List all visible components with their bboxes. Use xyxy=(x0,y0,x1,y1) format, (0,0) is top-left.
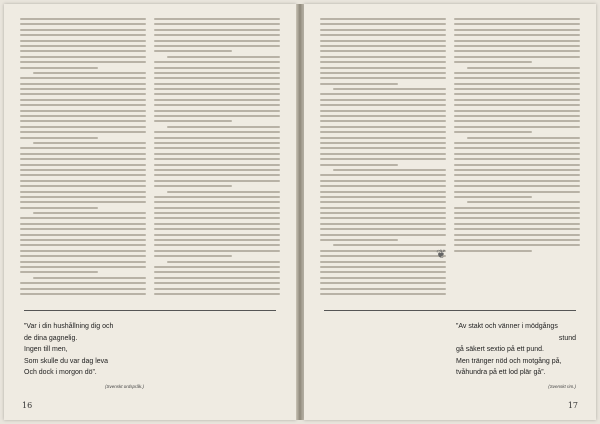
text-line xyxy=(320,83,398,85)
text-line xyxy=(20,29,146,31)
text-line xyxy=(154,34,280,36)
text-line xyxy=(454,147,580,149)
text-line xyxy=(20,137,98,139)
text-line xyxy=(154,18,280,20)
ornament-icon: ❦ xyxy=(436,247,447,261)
text-line xyxy=(454,228,580,230)
text-line xyxy=(154,147,280,149)
text-line xyxy=(320,180,446,182)
text-line xyxy=(154,67,280,69)
text-line xyxy=(154,266,280,268)
text-line xyxy=(154,255,232,257)
text-line xyxy=(454,196,532,198)
text-line xyxy=(320,137,446,139)
text-line xyxy=(154,45,280,47)
quote-line: tvåhundra på ett lod plär gå”. xyxy=(456,369,546,376)
text-line xyxy=(20,158,146,160)
text-line xyxy=(154,104,280,106)
text-line xyxy=(320,201,446,203)
text-line xyxy=(320,174,446,176)
text-line xyxy=(320,120,446,122)
text-line xyxy=(320,212,446,214)
text-line xyxy=(320,293,446,295)
text-line xyxy=(20,228,146,230)
text-line xyxy=(154,234,280,236)
quote-attribution: (Svenskt ordspråk.) xyxy=(104,383,144,389)
text-line xyxy=(320,207,446,209)
text-line xyxy=(154,120,232,122)
text-line xyxy=(20,115,146,117)
text-line xyxy=(20,50,146,52)
text-line xyxy=(454,29,580,31)
text-line xyxy=(20,88,146,90)
text-line xyxy=(154,196,280,198)
text-line xyxy=(20,131,146,133)
text-line xyxy=(467,201,580,203)
text-line xyxy=(320,29,446,31)
quote-line: Som skulle du var dag leva xyxy=(24,357,109,365)
text-line xyxy=(320,164,398,166)
text-line xyxy=(20,169,146,171)
text-line xyxy=(320,50,446,52)
text-line xyxy=(154,99,280,101)
text-line xyxy=(167,56,280,58)
text-line xyxy=(20,266,146,268)
left-page xyxy=(4,4,296,420)
page-number: 17 xyxy=(567,401,578,410)
text-line xyxy=(454,244,580,246)
text-line xyxy=(320,282,446,284)
quote-line: ”Var i din hushållning dig och xyxy=(24,323,114,330)
text-line xyxy=(20,110,146,112)
text-line xyxy=(320,45,446,47)
text-line xyxy=(320,110,446,112)
text-line xyxy=(320,115,446,117)
text-line xyxy=(154,239,280,241)
text-line xyxy=(20,23,146,25)
text-line xyxy=(320,56,446,58)
text-line xyxy=(167,126,280,128)
text-line xyxy=(154,88,280,90)
text-line xyxy=(20,217,146,219)
text-line xyxy=(320,239,398,241)
text-line xyxy=(154,83,280,85)
text-line xyxy=(20,201,146,203)
text-line xyxy=(20,261,146,263)
text-line xyxy=(154,142,280,144)
text-line xyxy=(454,93,580,95)
text-line xyxy=(20,288,146,290)
text-line xyxy=(154,293,280,295)
text-line xyxy=(320,99,446,101)
text-line xyxy=(320,18,446,20)
text-line xyxy=(154,207,280,209)
text-line xyxy=(320,23,446,25)
text-line xyxy=(154,288,280,290)
proverb-quote xyxy=(24,321,144,392)
quote-attribution: (Svenskt rim.) xyxy=(548,383,576,389)
text-line xyxy=(20,34,146,36)
text-line xyxy=(20,223,146,225)
text-line xyxy=(20,196,146,198)
text-line xyxy=(320,126,446,128)
text-line xyxy=(454,83,580,85)
text-line xyxy=(154,50,232,52)
quote-line: Ingen till men, xyxy=(24,346,68,353)
text-line xyxy=(154,158,280,160)
text-line xyxy=(320,93,446,95)
text-line xyxy=(154,180,280,182)
text-line xyxy=(333,244,446,246)
text-line xyxy=(20,83,146,85)
text-line xyxy=(154,282,280,284)
text-line xyxy=(454,131,532,133)
text-column xyxy=(20,18,146,298)
text-line xyxy=(154,77,280,79)
divider xyxy=(24,310,276,311)
text-line xyxy=(154,223,280,225)
text-line xyxy=(20,104,146,106)
text-line xyxy=(454,56,580,58)
text-column xyxy=(320,18,446,298)
text-line xyxy=(20,67,98,69)
text-line xyxy=(320,72,446,74)
text-line xyxy=(320,185,446,187)
text-line xyxy=(20,120,146,122)
text-line xyxy=(20,185,146,187)
text-line xyxy=(20,250,146,252)
text-line xyxy=(20,61,146,63)
text-line xyxy=(454,164,580,166)
text-line xyxy=(320,196,446,198)
text-line xyxy=(20,93,146,95)
text-line xyxy=(154,164,280,166)
text-line xyxy=(454,120,580,122)
text-line xyxy=(154,23,280,25)
text-line xyxy=(454,180,580,182)
text-line xyxy=(154,131,280,133)
text-line xyxy=(454,115,580,117)
text-line xyxy=(454,45,580,47)
text-line xyxy=(333,88,446,90)
divider xyxy=(324,310,576,311)
text-line xyxy=(154,185,232,187)
text-line xyxy=(154,217,280,219)
text-line xyxy=(320,77,446,79)
text-line xyxy=(320,61,446,63)
text-line xyxy=(33,142,146,144)
text-line xyxy=(320,158,446,160)
text-line xyxy=(20,40,146,42)
text-line xyxy=(454,142,580,144)
text-line xyxy=(454,126,580,128)
text-line xyxy=(320,228,446,230)
text-line xyxy=(154,137,280,139)
text-line xyxy=(154,201,280,203)
text-line xyxy=(33,277,146,279)
text-line xyxy=(454,158,580,160)
text-line xyxy=(454,239,580,241)
text-line xyxy=(320,104,446,106)
text-line xyxy=(154,93,280,95)
text-line xyxy=(20,126,146,128)
text-line xyxy=(454,40,580,42)
text-line xyxy=(20,239,146,241)
quote-line: stund xyxy=(558,334,576,342)
text-line xyxy=(20,282,146,284)
text-line xyxy=(320,34,446,36)
text-line xyxy=(33,212,146,214)
text-line xyxy=(320,217,446,219)
text-line xyxy=(454,217,580,219)
text-line xyxy=(154,250,280,252)
quote-line: de dina gagnelig. xyxy=(24,334,78,342)
text-line xyxy=(154,244,280,246)
text-line xyxy=(20,153,146,155)
text-line xyxy=(320,250,446,252)
text-line xyxy=(467,67,580,69)
text-line xyxy=(167,191,280,193)
text-line xyxy=(454,34,580,36)
text-line xyxy=(154,110,280,112)
text-line xyxy=(20,56,146,58)
text-line xyxy=(33,72,146,74)
text-line xyxy=(454,77,580,79)
text-line xyxy=(454,61,532,63)
text-line xyxy=(20,255,146,257)
text-line xyxy=(20,45,146,47)
text-line xyxy=(320,255,446,257)
page-number: 16 xyxy=(22,401,33,410)
text-line xyxy=(320,147,446,149)
text-column xyxy=(454,18,580,255)
text-line xyxy=(20,180,146,182)
text-line xyxy=(454,212,580,214)
text-line xyxy=(320,223,446,225)
text-line xyxy=(20,164,146,166)
text-line xyxy=(454,23,580,25)
text-line xyxy=(154,40,280,42)
text-line xyxy=(454,223,580,225)
text-line xyxy=(154,72,280,74)
text-line xyxy=(320,191,446,193)
text-line xyxy=(454,104,580,106)
text-line xyxy=(20,293,146,295)
text-line xyxy=(454,50,580,52)
text-line xyxy=(20,207,98,209)
text-line xyxy=(20,191,146,193)
text-line xyxy=(320,288,446,290)
quote-line: Och dock i morgon dö”. xyxy=(24,369,97,376)
text-line xyxy=(154,277,280,279)
text-line xyxy=(454,250,532,252)
text-line xyxy=(454,110,580,112)
text-line xyxy=(20,99,146,101)
text-line xyxy=(454,18,580,20)
text-column xyxy=(154,18,280,298)
text-line xyxy=(320,266,446,268)
text-line xyxy=(20,234,146,236)
text-line xyxy=(154,169,280,171)
text-line xyxy=(454,191,580,193)
text-line xyxy=(320,153,446,155)
text-line xyxy=(454,169,580,171)
book-gutter xyxy=(296,4,304,420)
text-line xyxy=(333,169,446,171)
text-line xyxy=(154,115,280,117)
text-line xyxy=(454,153,580,155)
text-line xyxy=(20,77,146,79)
text-line xyxy=(454,207,580,209)
text-line xyxy=(320,271,446,273)
text-line xyxy=(454,72,580,74)
text-line xyxy=(20,147,146,149)
text-line xyxy=(167,261,280,263)
text-line xyxy=(454,174,580,176)
text-line xyxy=(154,212,280,214)
quote-line: gå säkert sextio på ett pund. xyxy=(456,346,544,353)
text-line xyxy=(154,174,280,176)
text-line xyxy=(154,153,280,155)
text-line xyxy=(20,174,146,176)
text-line xyxy=(467,137,580,139)
text-line xyxy=(320,277,446,279)
text-line xyxy=(320,142,446,144)
text-line xyxy=(320,67,446,69)
quote-line: ”Av stakt och vänner i mödgångs xyxy=(456,323,558,330)
text-line xyxy=(20,18,146,20)
text-line xyxy=(154,271,280,273)
quote-line: Men tränger nöd och motgång på, xyxy=(456,357,562,365)
text-line xyxy=(154,29,280,31)
text-line xyxy=(454,234,580,236)
right-page xyxy=(304,4,596,420)
text-line xyxy=(454,99,580,101)
text-line xyxy=(320,261,446,263)
text-line xyxy=(454,185,580,187)
text-line xyxy=(154,228,280,230)
text-line xyxy=(154,61,280,63)
text-line xyxy=(320,234,446,236)
text-line xyxy=(454,88,580,90)
rhyme-quote xyxy=(456,321,576,392)
text-line xyxy=(20,244,146,246)
text-line xyxy=(320,131,446,133)
text-line xyxy=(320,40,446,42)
text-line xyxy=(20,271,98,273)
